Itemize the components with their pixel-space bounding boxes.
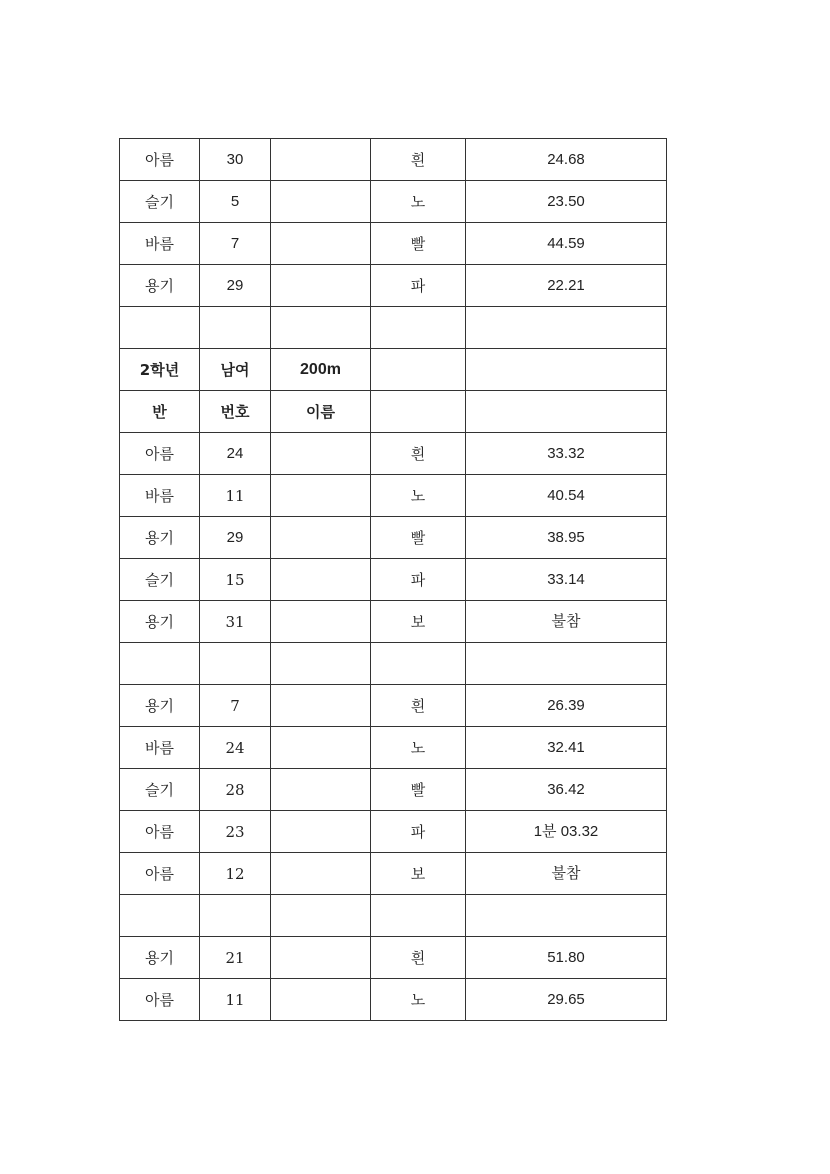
cell-name bbox=[271, 181, 371, 223]
cell-no: 29 bbox=[200, 265, 271, 307]
cell-name bbox=[271, 853, 371, 895]
cell-team: 보 bbox=[371, 853, 466, 895]
cell-record bbox=[466, 391, 667, 433]
cell-name: 이름 bbox=[271, 391, 371, 433]
table-row bbox=[120, 685, 667, 727]
cell-name bbox=[271, 979, 371, 1021]
cell-ban: 용기 bbox=[120, 517, 200, 559]
cell-name bbox=[271, 769, 371, 811]
cell-ban: 아름 bbox=[120, 853, 200, 895]
cell-ban: 슬기 bbox=[120, 559, 200, 601]
cell-team bbox=[371, 895, 466, 937]
table-row bbox=[120, 139, 667, 181]
table-row bbox=[120, 937, 667, 979]
table-row bbox=[120, 265, 667, 307]
cell-name bbox=[271, 811, 371, 853]
cell-no: 23 bbox=[200, 811, 271, 853]
cell-no: 번호 bbox=[200, 391, 271, 433]
table-row bbox=[120, 601, 667, 643]
cell-name bbox=[271, 937, 371, 979]
cell-team: 보 bbox=[371, 601, 466, 643]
cell-name bbox=[271, 895, 371, 937]
cell-record: 40.54 bbox=[466, 475, 667, 517]
cell-no: 15 bbox=[200, 559, 271, 601]
cell-ban bbox=[120, 643, 200, 685]
cell-no: 24 bbox=[200, 727, 271, 769]
cell-ban: 용기 bbox=[120, 265, 200, 307]
cell-name bbox=[271, 685, 371, 727]
cell-no: 29 bbox=[200, 517, 271, 559]
cell-no: 31 bbox=[200, 601, 271, 643]
cell-ban: 2학년 bbox=[120, 349, 200, 391]
cell-name bbox=[271, 307, 371, 349]
cell-no: 남여 bbox=[200, 349, 271, 391]
cell-name bbox=[271, 433, 371, 475]
cell-ban: 바름 bbox=[120, 727, 200, 769]
cell-record: 22.21 bbox=[466, 265, 667, 307]
cell-ban bbox=[120, 307, 200, 349]
blank-row bbox=[120, 895, 667, 937]
cell-ban: 아름 bbox=[120, 811, 200, 853]
cell-ban: 바름 bbox=[120, 223, 200, 265]
table-row bbox=[120, 811, 667, 853]
cell-no: 24 bbox=[200, 433, 271, 475]
blank-row bbox=[120, 643, 667, 685]
cell-no: 28 bbox=[200, 769, 271, 811]
cell-record: 24.68 bbox=[466, 139, 667, 181]
race-record-table bbox=[119, 138, 667, 1021]
cell-ban: 용기 bbox=[120, 601, 200, 643]
table-row bbox=[120, 517, 667, 559]
cell-no: 21 bbox=[200, 937, 271, 979]
cell-no: 12 bbox=[200, 853, 271, 895]
cell-record: 1분 03.32 bbox=[466, 811, 667, 853]
cell-ban: 용기 bbox=[120, 685, 200, 727]
cell-no bbox=[200, 643, 271, 685]
cell-team: 노 bbox=[371, 181, 466, 223]
cell-name bbox=[271, 139, 371, 181]
cell-record: 26.39 bbox=[466, 685, 667, 727]
cell-name bbox=[271, 265, 371, 307]
cell-no: 7 bbox=[200, 223, 271, 265]
cell-team: 파 bbox=[371, 265, 466, 307]
cell-team: 노 bbox=[371, 727, 466, 769]
cell-no: 11 bbox=[200, 475, 271, 517]
header-row bbox=[120, 349, 667, 391]
cell-team bbox=[371, 391, 466, 433]
blank-row bbox=[120, 307, 667, 349]
cell-team: 흰 bbox=[371, 937, 466, 979]
cell-name bbox=[271, 643, 371, 685]
cell-team: 흰 bbox=[371, 433, 466, 475]
cell-ban: 아름 bbox=[120, 979, 200, 1021]
cell-record bbox=[466, 307, 667, 349]
cell-ban: 아름 bbox=[120, 139, 200, 181]
cell-team: 빨 bbox=[371, 517, 466, 559]
cell-team: 파 bbox=[371, 811, 466, 853]
cell-name bbox=[271, 727, 371, 769]
cell-record: 33.14 bbox=[466, 559, 667, 601]
cell-team: 노 bbox=[371, 475, 466, 517]
cell-ban: 슬기 bbox=[120, 769, 200, 811]
table-row bbox=[120, 769, 667, 811]
cell-team bbox=[371, 307, 466, 349]
cell-no: 7 bbox=[200, 685, 271, 727]
cell-record: 23.50 bbox=[466, 181, 667, 223]
table-body bbox=[120, 139, 667, 1021]
cell-name: 200m bbox=[271, 349, 371, 391]
cell-record: 불참 bbox=[466, 853, 667, 895]
cell-team: 흰 bbox=[371, 139, 466, 181]
cell-team bbox=[371, 349, 466, 391]
cell-no: 30 bbox=[200, 139, 271, 181]
cell-no: 11 bbox=[200, 979, 271, 1021]
cell-ban: 용기 bbox=[120, 937, 200, 979]
cell-ban: 슬기 bbox=[120, 181, 200, 223]
cell-team: 노 bbox=[371, 979, 466, 1021]
cell-record: 51.80 bbox=[466, 937, 667, 979]
cell-team bbox=[371, 643, 466, 685]
cell-ban: 아름 bbox=[120, 433, 200, 475]
cell-team: 파 bbox=[371, 559, 466, 601]
table-row bbox=[120, 979, 667, 1021]
cell-record: 29.65 bbox=[466, 979, 667, 1021]
cell-ban bbox=[120, 895, 200, 937]
cell-record bbox=[466, 349, 667, 391]
cell-record: 38.95 bbox=[466, 517, 667, 559]
cell-team: 빨 bbox=[371, 769, 466, 811]
cell-record: 36.42 bbox=[466, 769, 667, 811]
header-row bbox=[120, 391, 667, 433]
cell-no: 5 bbox=[200, 181, 271, 223]
table-row bbox=[120, 433, 667, 475]
cell-record bbox=[466, 643, 667, 685]
cell-record: 불참 bbox=[466, 601, 667, 643]
cell-no bbox=[200, 895, 271, 937]
table-row bbox=[120, 853, 667, 895]
cell-team: 빨 bbox=[371, 223, 466, 265]
table-row bbox=[120, 181, 667, 223]
cell-ban: 반 bbox=[120, 391, 200, 433]
cell-name bbox=[271, 601, 371, 643]
cell-team: 흰 bbox=[371, 685, 466, 727]
cell-record: 32.41 bbox=[466, 727, 667, 769]
cell-name bbox=[271, 223, 371, 265]
table-row bbox=[120, 727, 667, 769]
table-row bbox=[120, 559, 667, 601]
cell-record: 33.32 bbox=[466, 433, 667, 475]
cell-name bbox=[271, 517, 371, 559]
cell-ban: 바름 bbox=[120, 475, 200, 517]
table-row bbox=[120, 475, 667, 517]
cell-record: 44.59 bbox=[466, 223, 667, 265]
cell-record bbox=[466, 895, 667, 937]
cell-name bbox=[271, 475, 371, 517]
cell-no bbox=[200, 307, 271, 349]
cell-name bbox=[271, 559, 371, 601]
table-row bbox=[120, 223, 667, 265]
